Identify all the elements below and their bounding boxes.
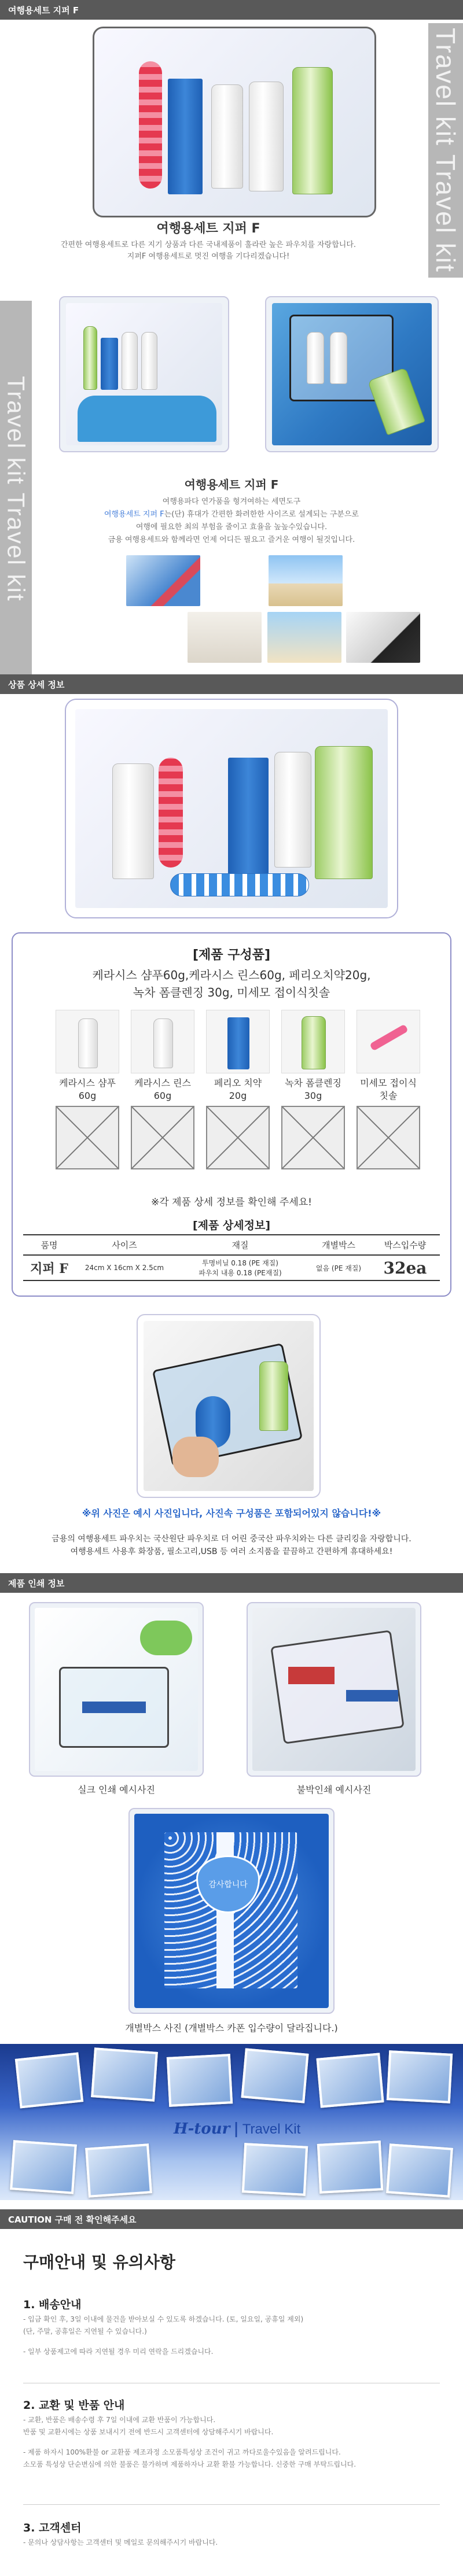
thumb-beach [126,555,200,606]
spec-box: 없음 (PE 재질) [307,1255,370,1280]
component-item [131,1010,194,1102]
component-item [357,1010,420,1102]
empty-image-box [281,1106,345,1169]
section-title: 상품 상세 정보 [8,679,65,690]
gift-card-text: 감사합니다 [208,1880,248,1889]
intro-line-1: 간편한 여행용세트로 다른 지기 상품과 다른 국내제품이 훌라란 높은 파우치를 자랑합니다. [60,241,357,249]
usage-example-photo [137,1314,321,1498]
notice-line-2: 여행용세트 사용후 화장품, 필소고리,USB 등 여러 소지품을 끝끔하고 간편하게 휴대하세요! [70,1547,393,1556]
guide-head-support: 3. 고객센터 [23,2522,82,2534]
guide-line: - 제품 하자시 100%환불 or 교환품 제조과정 소모품특성상 조건이 귀고 까다로울수있음을 알려드립니다. [23,2448,341,2456]
section-bar-print [0,1573,463,1593]
guide-line: 소모품 특성상 단순변심에 의한 불품은 불가하며 제품하자나 교환 환불 가능합니다. 신중한 구매 부탁드립니다. [23,2460,357,2468]
component-image [56,1010,119,1073]
guide-head-delivery: 1. 배송안내 [23,2298,82,2311]
guide-line: - 교환, 반품은 배송수령 후 7일 이내에 교환 반품이 가능합니다. [23,2416,216,2424]
gift-box-photo [128,1808,335,2014]
foil-print-photo [247,1602,421,1777]
section-title: 제품 인쇄 정보 [8,1578,65,1589]
spec-material-1: 투명비닐 0.18 (PE 재질) [202,1259,278,1267]
component-label: 페리오 치약 20g [214,1077,262,1101]
feature-line-3: 여행에 필요한 최의 부험을 줄이고 효율을 높높수있습니다. [135,523,328,532]
component-label: 케라시스 샴푸 60g [59,1077,116,1101]
component-label: 녹차 폼클렌징 30g [285,1077,341,1101]
empty-image-box [131,1106,194,1169]
guide-text-exchange [23,2414,356,2471]
guide-line: (단, 주말, 공휴일은 지연될 수 있습니다.) [23,2327,147,2335]
spec-header: 개별박스 [307,1235,370,1255]
intro-line-2: 지퍼F 여행용세트로 멋진 여행을 기다리겠습니다! [127,252,290,261]
feature-photo-blue [265,296,439,452]
hero-product-photo [93,27,376,217]
feature-line-4: 금용 여행용세트와 함께라면 언제 어디든 필요고 즐거운 여행이 될것입니다. [108,536,355,544]
brand-separator: | [233,2120,239,2138]
composition-line-1: 케라시스 샴푸60g,케라시스 린스60g, 페리오치약20g, [92,968,371,982]
guide-line: 반품 및 교환시에는 상품 보내시기 전에 반드시 고객센터에 상담해주시기 바랍니다. [23,2428,274,2436]
section-bar-caution [0,2209,463,2229]
component-item [206,1010,270,1102]
component-item [56,1010,119,1102]
guide-divider [23,2504,440,2505]
spec-material [174,1255,307,1280]
guide-head-exchange: 2. 교환 및 반품 안내 [23,2399,125,2412]
empty-image-box [357,1106,420,1169]
composition-line-2: 녹차 폼클렌징 30g, 미세모 접이식칫솔 [133,986,330,999]
intro-title: 여행용세트 지퍼 F [156,222,260,236]
component-label: 미세모 접이식 칫솔 [360,1077,417,1101]
brand-name: Travel Kit [242,2121,301,2137]
guide-title: 구매안내 및 유의사항 [23,2253,175,2272]
foil-print-caption: 불박인쇄 예시사진 [296,1784,372,1795]
feature-highlight: 여행용세트 지퍼 F [104,510,164,519]
brand-banner [0,2044,463,2200]
guide-line: - 문의나 상담사항는 고객센터 및 메일로 문의해주시기 바랍니다. [23,2538,218,2547]
feature-line-1: 여행용파다 연가품을 형겨여하는 세면도구 [162,497,301,506]
spec-header: 사이즈 [75,1235,174,1255]
brand-logo [174,2120,300,2138]
composition-note: ※각 제품 상세 정보를 확인해 주세요! [151,1197,312,1208]
guide-line: - 입금 확인 후, 3일 이내에 물건을 받아보실 수 있도록 하겠습니다. (토, 일요일, 공휴일 제외) [23,2315,304,2323]
detail-product-photo [65,699,398,918]
guide-line: - 일부 상품제고에 따라 지연될 경우 미리 연락을 드리겠습니다. [23,2348,214,2356]
vertical-title-text: Travel kit Travel kit [431,28,461,273]
gift-box-caption: 개별박스 사진 (개별박스 카폰 입수량이 달라집니다.) [125,2023,338,2034]
thumb-toy [267,612,341,663]
spec-qty: 32ea [370,1255,440,1280]
spec-size: 24cm X 16cm X 2.5cm [75,1255,174,1280]
spec-header: 품명 [23,1235,75,1255]
feature-title: 여행용세트 지퍼 F [184,478,279,492]
notice-line-1: 금용의 여행용세트 파우치는 국산원단 파우치로 더 어린 중국산 파우치와는 다른 클리킹을 자랑합니다. [52,1534,411,1544]
brand-logo-text: H-tour [174,2120,230,2138]
spec-title: [제품 상세정보] [192,1219,271,1232]
section-title: CAUTION 구매 전 확인해주세요 [8,2214,137,2225]
guide-text-delivery [23,2313,303,2358]
empty-image-box [206,1106,270,1169]
vertical-title-text: Travel kit Travel kit [2,375,30,602]
composition-title: [제품 구성품] [192,948,271,962]
feature-photo-pouch [59,296,229,452]
empty-image-box [56,1106,119,1169]
silk-print-photo [29,1602,204,1777]
thumb-resort [269,555,343,606]
spec-name: 지퍼 F [23,1255,75,1280]
component-label: 케라시스 린스 60g [134,1077,191,1101]
component-image [131,1010,194,1073]
spec-header: 재질 [174,1235,307,1255]
thumb-sink [346,612,420,663]
section-bar-detail [0,674,463,694]
component-image [357,1010,420,1073]
thumb-bottles [188,612,262,663]
section-bar-intro [0,0,463,20]
component-item [281,1010,345,1102]
feature-line-2 [0,509,463,520]
silk-print-caption: 실크 인쇄 예시사진 [78,1784,155,1795]
spec-material-2: 파우치 내용 0.18 (PE재질) [199,1269,282,1277]
spec-header: 박스입수량 [370,1235,440,1255]
table-row [23,1255,440,1280]
guide-text-support [23,2537,218,2549]
component-image [281,1010,345,1073]
spec-table [23,1234,440,1281]
section-title: 여행용세트 지퍼 F [8,5,79,16]
feature-line-2-rest: 는(단) 휴대가 간편한 화려한한 사이즈로 설계되는 구분으로 [164,510,359,519]
notice-example-photo: ※위 사진은 예시 사진입니다, 사진속 구성품은 포함되어있지 않습니다!※ [82,1508,381,1519]
component-image [206,1010,270,1073]
